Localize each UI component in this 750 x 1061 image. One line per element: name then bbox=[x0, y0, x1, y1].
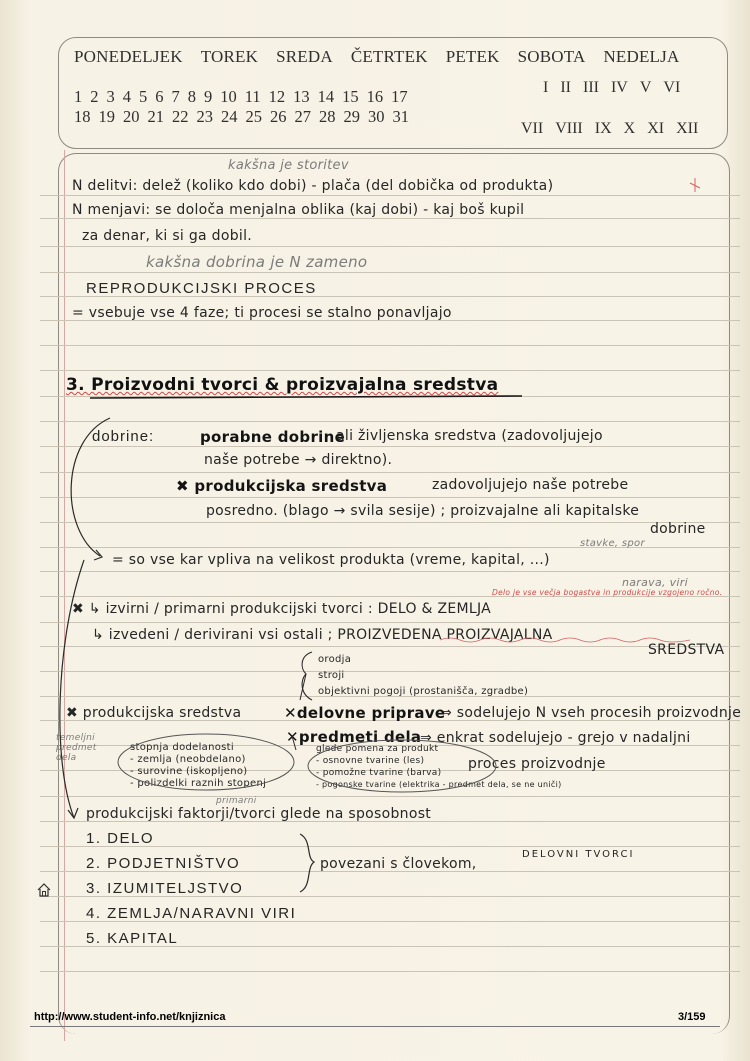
note-line: = so vse kar vpliva na velikost produkta (vreme, kapital, ...) bbox=[112, 552, 550, 568]
calendar-cell: 29 bbox=[343, 107, 360, 126]
footer-url[interactable]: http://www.student-info.net/knjiznica bbox=[34, 1011, 226, 1023]
note-line: proces proizvodnje bbox=[468, 756, 606, 772]
note-line: posredno. (blago → svila sesije) ; proizvajalne ali kapitalske bbox=[206, 503, 640, 519]
footer-divider bbox=[30, 1026, 720, 1027]
calendar-cell: 2 bbox=[90, 87, 99, 106]
list-item: 1. DELO bbox=[86, 830, 155, 847]
calendar-cell: 22 bbox=[172, 107, 189, 126]
note-line: dobrine: bbox=[92, 428, 155, 445]
note-term: ✖ produkcijska sredstva bbox=[176, 477, 388, 495]
note-term-text: delovne priprave bbox=[296, 704, 446, 722]
pencil-note: kakšna je storitev bbox=[228, 158, 349, 173]
calendar-cell: XII bbox=[676, 120, 699, 137]
day-label: PONEDELJEK bbox=[74, 47, 183, 66]
calendar-cell: VI bbox=[663, 79, 681, 96]
note-term: ✕predmeti dela bbox=[286, 728, 422, 746]
note-line: N menjavi: se določa menjalna oblika (kaj dobi) - kaj boš kupil bbox=[72, 202, 525, 218]
calendar-cell: 31 bbox=[392, 107, 409, 126]
calendar-cell: 8 bbox=[187, 87, 196, 106]
day-label: PETEK bbox=[445, 47, 500, 66]
calendar-cell: 30 bbox=[368, 107, 385, 126]
day-label: ČETRTEK bbox=[350, 47, 428, 66]
calendar-cell: 27 bbox=[294, 107, 311, 126]
day-label: TOREK bbox=[200, 47, 259, 66]
importance-item: - pomožne tvarine (barva) bbox=[316, 768, 442, 778]
calendar-cell: 19 bbox=[98, 107, 115, 126]
calendar-cell: X bbox=[623, 120, 636, 137]
note-line: ✖ ↳ izvirni / primarni produkcijski tvorci : DELO & ZEMLJA bbox=[72, 601, 492, 617]
calendar-cell: 12 bbox=[268, 87, 286, 106]
calendar-cell: 17 bbox=[391, 87, 408, 106]
calendar-cell: II bbox=[560, 79, 571, 96]
note-term: porabne dobrine bbox=[200, 428, 346, 446]
list-item: 5. KAPITAL bbox=[86, 930, 179, 947]
note-line: ✖ produkcijska sredstva bbox=[66, 705, 242, 721]
note-line: za denar, ki si ga dobil. bbox=[82, 228, 253, 244]
importance-item: glede pomena za produkt bbox=[316, 744, 439, 754]
note-line: ali življenska sredstva (zadovoljujejo bbox=[336, 428, 603, 444]
note-line: dobrine bbox=[650, 521, 706, 537]
section-heading-text: 3. Proizvodni tvorci & proizvajalna sredstva bbox=[66, 375, 499, 395]
calendar-cell: I bbox=[543, 79, 549, 96]
day-label: NEDELJA bbox=[603, 47, 680, 66]
calendar-cell: 6 bbox=[155, 87, 164, 106]
stage-item: - surovine (iskopljeno) bbox=[130, 766, 248, 777]
importance-item: - pogonske tvarine (elektrika - predmet dela, se ne uniči) bbox=[316, 780, 562, 789]
calendar-cell: IV bbox=[610, 79, 628, 96]
note-line: zadovoljujejo naše potrebe bbox=[432, 477, 629, 493]
calendar-cell: 20 bbox=[123, 107, 140, 126]
calendar-cell: 7 bbox=[171, 87, 180, 106]
list-item: 2. PODJETNIŠTVO bbox=[86, 855, 241, 872]
calendar-cell: V bbox=[639, 79, 652, 96]
pencil-note: temeljni predmet dela bbox=[56, 733, 97, 763]
list-item: 3. IZUMITELJSTVO bbox=[86, 880, 244, 897]
stage-item: - polizdelki raznih stopenj bbox=[130, 778, 267, 789]
note-term-text: predmeti dela bbox=[298, 728, 422, 746]
calendar-cell: III bbox=[582, 79, 599, 96]
calendar-cell: 10 bbox=[220, 87, 237, 106]
calendar-cell: 24 bbox=[221, 107, 238, 126]
calendar-cell: 11 bbox=[244, 87, 261, 106]
calendar-cell: 14 bbox=[317, 87, 335, 106]
brace-item: orodja bbox=[318, 654, 352, 665]
calendar-cell: 23 bbox=[196, 107, 213, 126]
stage-item: stopnja dodelanosti bbox=[130, 742, 234, 753]
note-line-text: produkcijska sredstva bbox=[82, 705, 242, 721]
importance-item: - osnovne tvarine (les) bbox=[316, 756, 425, 766]
note-line: povezani s človekom, bbox=[320, 856, 477, 872]
calendar-cell: 28 bbox=[319, 107, 336, 126]
note-line: naše potrebe → direktno). bbox=[204, 452, 393, 468]
calendar-cell: 4 bbox=[122, 87, 131, 106]
note-line: ⇒ sodelujejo N vseh procesih proizvodnje bbox=[440, 705, 742, 721]
calendar-cell: 21 bbox=[147, 107, 164, 126]
calendar-cell: 16 bbox=[366, 87, 384, 106]
calendar-cell: VII bbox=[521, 120, 544, 137]
calendar-cell: 26 bbox=[270, 107, 287, 126]
stage-item: - zemlja (neobdelano) bbox=[130, 754, 246, 765]
list-item: 4. ZEMLJA/NARAVNI VIRI bbox=[86, 905, 297, 922]
brace-item: objektivni pogoji (prostanišča, zgradbe) bbox=[318, 686, 529, 697]
day-label: SREDA bbox=[276, 47, 333, 66]
brace-item: stroji bbox=[318, 670, 345, 681]
calendar-cell: 5 bbox=[139, 87, 148, 106]
note-line: N delitvi: delež (koliko kdo dobi) - plača (del dobička od produkta) bbox=[72, 178, 554, 194]
page-number: 3/159 bbox=[678, 1011, 706, 1023]
note-line: ⇒ enkrat sodelujejo - grejo v nadaljni bbox=[420, 730, 691, 746]
calendar-cell: 9 bbox=[204, 87, 213, 106]
calendar-cell: XI bbox=[647, 120, 665, 137]
note-line-text: izvedeni / derivirani vsi ostali ; PROIZVEDENA PROIZVAJALNA bbox=[108, 627, 553, 643]
note-term: ✕delovne priprave bbox=[284, 704, 446, 722]
pencil-note: narava, viri bbox=[622, 576, 688, 589]
note-term-text: produkcijska sredstva bbox=[194, 477, 388, 495]
calendar-cell: 18 bbox=[74, 107, 91, 126]
calendar-cell: 3 bbox=[106, 87, 115, 106]
note-line: REPRODUKCIJSKI PROCES bbox=[86, 280, 317, 297]
note-line: = vsebuje vse 4 faze; ti procesi se stalno ponavljajo bbox=[72, 305, 452, 321]
calendar-cell: IX bbox=[594, 120, 612, 137]
calendar-cell: 25 bbox=[245, 107, 262, 126]
pencil-note: primarni bbox=[216, 796, 257, 806]
calendar-cell: 1 bbox=[74, 87, 83, 106]
day-label: SOBOTA bbox=[517, 47, 586, 66]
home-icon bbox=[36, 882, 52, 898]
note-line: DELOVNI TVORCI bbox=[522, 849, 635, 860]
calendar-cell: 13 bbox=[293, 87, 310, 106]
calendar-cell: 15 bbox=[342, 87, 359, 106]
calendar-cell: VIII bbox=[555, 120, 583, 137]
note-line: ↳ izvedeni / derivirani vsi ostali ; PROIZVEDENA PROIZVAJALNA bbox=[92, 627, 553, 643]
pencil-note: kakšna dobrina je N zameno bbox=[146, 253, 368, 271]
note-line: produkcijski faktorji/tvorci glede na sposobnost bbox=[86, 806, 432, 822]
note-line-text: izvirni / primarni produkcijski tvorci : DELO & ZEMLJA bbox=[105, 601, 492, 617]
pencil-note: stavke, spor bbox=[580, 538, 645, 549]
note-line: SREDSTVA bbox=[648, 642, 725, 658]
red-note: Delo je vse večja bogastva in produkcije vzgojeno ročno. bbox=[492, 588, 723, 597]
